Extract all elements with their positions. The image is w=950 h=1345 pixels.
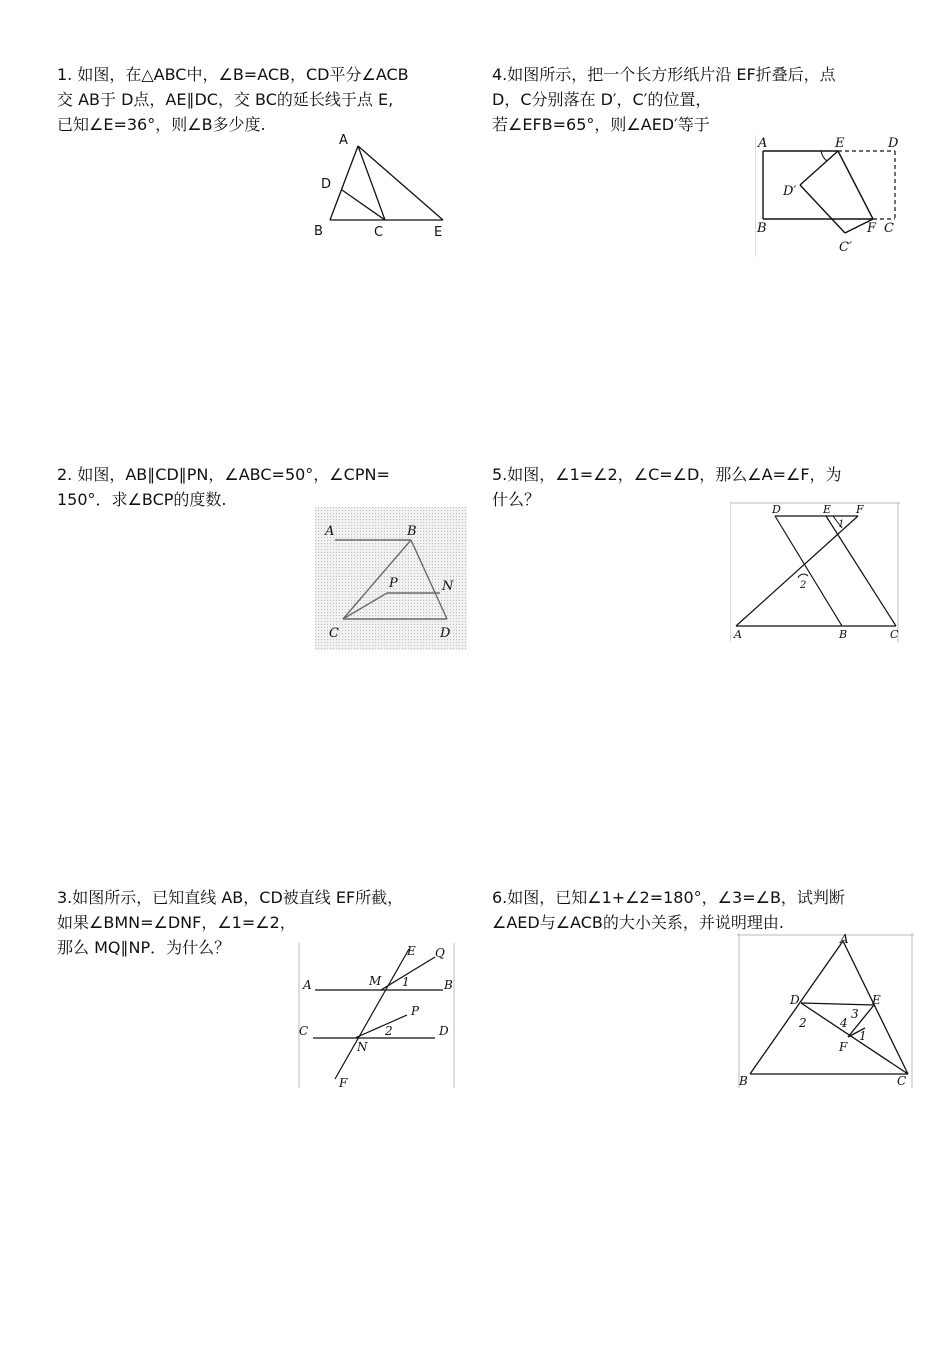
problem-2-line-1: 2. 如图，AB∥CD∥PN，∠ABC=50°，∠CPN= xyxy=(57,465,390,484)
fig3-label-p: P xyxy=(411,1004,420,1018)
fig1-label-d: D xyxy=(321,177,332,192)
fig3-label-q: Q xyxy=(435,946,445,960)
fig5-label-e: E xyxy=(823,503,832,516)
problem-1-line-3: 已知∠E=36°，则∠B多少度. xyxy=(57,115,266,134)
fig6-angle-3: 3 xyxy=(851,1007,859,1021)
figure-2 xyxy=(315,507,467,650)
problem-2 xyxy=(57,462,390,512)
fig6-label-d: D xyxy=(790,993,800,1007)
fig6-angle-2: 2 xyxy=(799,1016,807,1030)
fig3-angle-1: 1 xyxy=(402,975,410,989)
fig4-label-c: C xyxy=(884,221,894,236)
fig5-label-c: C xyxy=(890,628,899,641)
figure-1 xyxy=(305,128,455,243)
fig5-label-f: F xyxy=(856,503,864,516)
fig5-angle-1: 1 xyxy=(838,519,845,530)
fig6-label-f: F xyxy=(839,1040,848,1054)
fig6-label-e: E xyxy=(872,993,881,1007)
fig3-label-f: F xyxy=(339,1076,348,1088)
fig6-angle-1: 1 xyxy=(859,1029,867,1043)
fig4-label-b: B xyxy=(757,221,767,236)
fig6-label-b: B xyxy=(739,1074,748,1088)
fig1-label-a: A xyxy=(339,133,348,148)
problem-3-line-2: 如果∠BMN=∠DNF，∠1=∠2， xyxy=(57,913,296,932)
fig4-label-d-prime: D′ xyxy=(783,184,797,199)
problem-6 xyxy=(492,885,845,935)
fig6-label-a: A xyxy=(840,933,849,946)
problem-5-line-2: 什么？ xyxy=(492,490,541,509)
fig4-label-c-prime: C′ xyxy=(839,240,852,255)
fig5-label-a: A xyxy=(734,628,742,641)
fig3-label-n: N xyxy=(357,1040,368,1054)
fig1-label-e: E xyxy=(434,225,443,240)
fig1-label-c: C xyxy=(374,225,384,240)
fig2-label-d: D xyxy=(440,626,451,641)
figure-3 xyxy=(297,943,457,1088)
fig3-angle-2: 2 xyxy=(385,1024,393,1038)
fig3-label-a: A xyxy=(303,978,312,992)
fig4-label-e: E xyxy=(835,136,845,151)
fig2-label-a: A xyxy=(325,524,335,539)
problem-6-line-2: ∠AED与∠ACB的大小关系，并说明理由. xyxy=(492,913,784,932)
problem-5-line-1: 5.如图，∠1=∠2，∠C=∠D，那么∠A=∠F，为 xyxy=(492,465,842,484)
fig4-label-f: F xyxy=(867,221,877,236)
problem-4-line-1: 4.如图所示，把一个长方形纸片沿 EF折叠后，点 xyxy=(492,65,836,84)
fig1-label-b: B xyxy=(314,224,323,239)
problem-4-line-2: D，C分别落在 D′，C′的位置， xyxy=(492,90,712,109)
fig2-label-c: C xyxy=(329,626,339,641)
problem-2-line-2: 150°．求∠BCP的度数. xyxy=(57,490,227,509)
fig3-label-c: C xyxy=(299,1024,309,1038)
fig2-label-b: B xyxy=(407,524,417,539)
fig5-label-b: B xyxy=(839,628,848,641)
problem-1-line-1: 1. 如图，在△ABC中，∠B=ACB，CD平分∠ACB xyxy=(57,65,409,84)
figure-6 xyxy=(737,933,914,1088)
fig2-label-n: N xyxy=(442,579,454,594)
fig5-angle-2: 2 xyxy=(800,580,807,591)
problem-4 xyxy=(492,62,836,137)
fig6-angle-4: 4 xyxy=(840,1016,848,1030)
problem-3-line-3: 那么 MQ∥NP．为什么？ xyxy=(57,938,231,957)
problem-4-line-3: 若∠EFB=65°，则∠AED′等于 xyxy=(492,115,710,134)
problem-1-line-2: 交 AB于 D点，AE∥DC，交 BC的延长线于点 E, xyxy=(57,90,394,109)
problem-1 xyxy=(57,62,409,137)
figure-4 xyxy=(755,135,903,257)
figure-5 xyxy=(730,502,900,642)
fig6-label-c: C xyxy=(897,1074,907,1088)
problem-3-line-1: 3.如图所示，已知直线 AB，CD被直线 EF所截， xyxy=(57,888,404,907)
fig2-label-p: P xyxy=(389,576,398,591)
problem-6-line-1: 6.如图，已知∠1+∠2=180°，∠3=∠B，试判断 xyxy=(492,888,845,907)
fig5-label-d: D xyxy=(772,503,781,516)
fig3-label-d: D xyxy=(439,1024,449,1038)
fig3-label-e: E xyxy=(407,944,416,958)
fig3-label-b: B xyxy=(444,978,453,992)
fig4-label-d: D xyxy=(888,136,899,151)
fig4-label-a: A xyxy=(758,136,768,151)
fig3-label-m: M xyxy=(369,974,382,988)
